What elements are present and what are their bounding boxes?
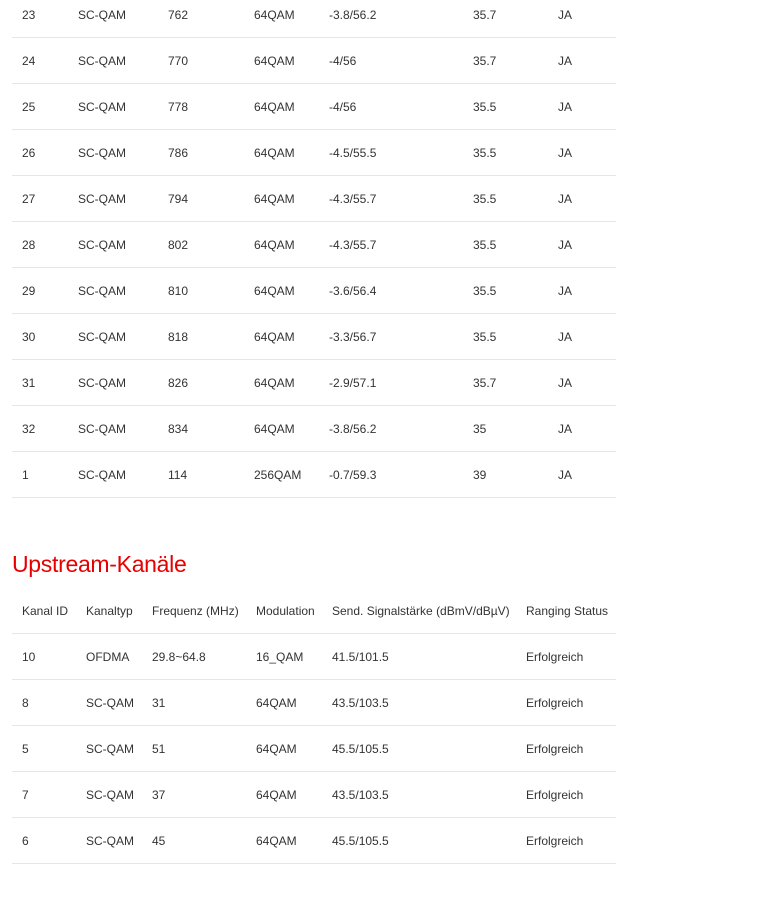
ranging-status-cell: Erfolgreich xyxy=(516,818,616,864)
table-row xyxy=(12,726,616,772)
modulation-cell: 64QAM xyxy=(246,818,322,864)
column-header-frequency: Frequenz (MHz) xyxy=(142,588,246,634)
power-level-cell: -4.3/55.7 xyxy=(319,222,463,268)
channel-id-cell: 30 xyxy=(12,314,68,360)
frequency-cell: 29.8~64.8 xyxy=(142,634,246,680)
frequency-cell: 45 xyxy=(142,818,246,864)
snr-cell: 35.5 xyxy=(463,222,548,268)
channel-type-cell: SC-QAM xyxy=(68,222,158,268)
power-level-cell: -3.8/56.2 xyxy=(319,0,463,38)
transmit-power-cell: 43.5/103.5 xyxy=(322,680,516,726)
channel-type-cell: SC-QAM xyxy=(68,406,158,452)
channel-type-cell: OFDMA xyxy=(76,634,142,680)
frequency-cell: 770 xyxy=(158,38,244,84)
table-row xyxy=(12,38,616,84)
locked-status-cell: JA xyxy=(548,130,616,176)
modulation-cell: 64QAM xyxy=(244,176,319,222)
modulation-cell: 64QAM xyxy=(246,680,322,726)
channel-id-cell: 6 xyxy=(12,818,76,864)
snr-cell: 35.7 xyxy=(463,38,548,84)
locked-status-cell: JA xyxy=(548,314,616,360)
channel-type-cell: SC-QAM xyxy=(76,726,142,772)
power-level-cell: -0.7/59.3 xyxy=(319,452,463,498)
modulation-cell: 64QAM xyxy=(244,222,319,268)
channel-id-cell: 28 xyxy=(12,222,68,268)
modulation-cell: 64QAM xyxy=(244,314,319,360)
modulation-cell: 64QAM xyxy=(244,38,319,84)
frequency-cell: 810 xyxy=(158,268,244,314)
channel-id-cell: 31 xyxy=(12,360,68,406)
frequency-cell: 31 xyxy=(142,680,246,726)
snr-cell: 35.7 xyxy=(463,0,548,38)
channel-type-cell: SC-QAM xyxy=(68,84,158,130)
table-header-row xyxy=(12,588,616,634)
locked-status-cell: JA xyxy=(548,268,616,314)
table-row xyxy=(12,634,616,680)
frequency-cell: 794 xyxy=(158,176,244,222)
ranging-status-cell: Erfolgreich xyxy=(516,772,616,818)
column-header-transmit-power: Send. Signalstärke (dBmV/dBµV) xyxy=(322,588,516,634)
channel-id-cell: 7 xyxy=(12,772,76,818)
snr-cell: 35 xyxy=(463,406,548,452)
power-level-cell: -3.6/56.4 xyxy=(319,268,463,314)
transmit-power-cell: 45.5/105.5 xyxy=(322,726,516,772)
frequency-cell: 778 xyxy=(158,84,244,130)
channel-type-cell: SC-QAM xyxy=(68,314,158,360)
channel-id-cell: 32 xyxy=(12,406,68,452)
column-header-ranging-status: Ranging Status xyxy=(516,588,616,634)
transmit-power-cell: 43.5/103.5 xyxy=(322,772,516,818)
column-header-channel-type: Kanaltyp xyxy=(76,588,142,634)
frequency-cell: 37 xyxy=(142,772,246,818)
modulation-cell: 64QAM xyxy=(244,360,319,406)
channel-type-cell: SC-QAM xyxy=(68,452,158,498)
channel-type-cell: SC-QAM xyxy=(76,818,142,864)
ranging-status-cell: Erfolgreich xyxy=(516,634,616,680)
channel-id-cell: 24 xyxy=(12,38,68,84)
table-row xyxy=(12,452,616,498)
channel-id-cell: 26 xyxy=(12,130,68,176)
locked-status-cell: JA xyxy=(548,38,616,84)
channel-type-cell: SC-QAM xyxy=(68,130,158,176)
modulation-cell: 64QAM xyxy=(244,406,319,452)
modulation-cell: 16_QAM xyxy=(246,634,322,680)
channel-type-cell: SC-QAM xyxy=(76,772,142,818)
channel-id-cell: 8 xyxy=(12,680,76,726)
downstream-channels-table xyxy=(12,0,616,498)
snr-cell: 35.5 xyxy=(463,176,548,222)
frequency-cell: 762 xyxy=(158,0,244,38)
snr-cell: 35.5 xyxy=(463,84,548,130)
channel-type-cell: SC-QAM xyxy=(68,360,158,406)
power-level-cell: -3.3/56.7 xyxy=(319,314,463,360)
channel-id-cell: 25 xyxy=(12,84,68,130)
table-row xyxy=(12,222,616,268)
channel-type-cell: SC-QAM xyxy=(68,176,158,222)
modulation-cell: 64QAM xyxy=(244,84,319,130)
modulation-cell: 64QAM xyxy=(244,268,319,314)
modulation-cell: 64QAM xyxy=(244,0,319,38)
table-row xyxy=(12,84,616,130)
column-header-channel-id: Kanal ID xyxy=(12,588,76,634)
ranging-status-cell: Erfolgreich xyxy=(516,680,616,726)
snr-cell: 35.5 xyxy=(463,130,548,176)
table-row xyxy=(12,406,616,452)
power-level-cell: -4/56 xyxy=(319,38,463,84)
channel-type-cell: SC-QAM xyxy=(68,268,158,314)
channel-id-cell: 29 xyxy=(12,268,68,314)
upstream-channels-table xyxy=(12,588,616,864)
modulation-cell: 256QAM xyxy=(244,452,319,498)
locked-status-cell: JA xyxy=(548,84,616,130)
locked-status-cell: JA xyxy=(548,360,616,406)
table-row xyxy=(12,176,616,222)
snr-cell: 39 xyxy=(463,452,548,498)
table-row xyxy=(12,680,616,726)
frequency-cell: 114 xyxy=(158,452,244,498)
table-row xyxy=(12,130,616,176)
modulation-cell: 64QAM xyxy=(244,130,319,176)
power-level-cell: -3.8/56.2 xyxy=(319,406,463,452)
frequency-cell: 818 xyxy=(158,314,244,360)
frequency-cell: 51 xyxy=(142,726,246,772)
transmit-power-cell: 45.5/105.5 xyxy=(322,818,516,864)
channel-id-cell: 1 xyxy=(12,452,68,498)
channel-type-cell: SC-QAM xyxy=(68,38,158,84)
frequency-cell: 826 xyxy=(158,360,244,406)
locked-status-cell: JA xyxy=(548,406,616,452)
modulation-cell: 64QAM xyxy=(246,726,322,772)
power-level-cell: -2.9/57.1 xyxy=(319,360,463,406)
channel-type-cell: SC-QAM xyxy=(76,680,142,726)
channel-id-cell: 23 xyxy=(12,0,68,38)
locked-status-cell: JA xyxy=(548,0,616,38)
locked-status-cell: JA xyxy=(548,452,616,498)
frequency-cell: 786 xyxy=(158,130,244,176)
channel-id-cell: 27 xyxy=(12,176,68,222)
snr-cell: 35.5 xyxy=(463,314,548,360)
power-level-cell: -4.5/55.5 xyxy=(319,130,463,176)
upstream-section-title: Upstream-Kanäle xyxy=(12,551,187,577)
table-row xyxy=(12,314,616,360)
locked-status-cell: JA xyxy=(548,176,616,222)
channel-id-cell: 10 xyxy=(12,634,76,680)
ranging-status-cell: Erfolgreich xyxy=(516,726,616,772)
table-row xyxy=(12,0,616,38)
frequency-cell: 834 xyxy=(158,406,244,452)
locked-status-cell: JA xyxy=(548,222,616,268)
transmit-power-cell: 41.5/101.5 xyxy=(322,634,516,680)
modulation-cell: 64QAM xyxy=(246,772,322,818)
channel-type-cell: SC-QAM xyxy=(68,0,158,38)
table-row xyxy=(12,818,616,864)
power-level-cell: -4.3/55.7 xyxy=(319,176,463,222)
frequency-cell: 802 xyxy=(158,222,244,268)
table-row xyxy=(12,772,616,818)
table-row xyxy=(12,360,616,406)
table-row xyxy=(12,268,616,314)
snr-cell: 35.7 xyxy=(463,360,548,406)
channel-id-cell: 5 xyxy=(12,726,76,772)
power-level-cell: -4/56 xyxy=(319,84,463,130)
column-header-modulation: Modulation xyxy=(246,588,322,634)
snr-cell: 35.5 xyxy=(463,268,548,314)
